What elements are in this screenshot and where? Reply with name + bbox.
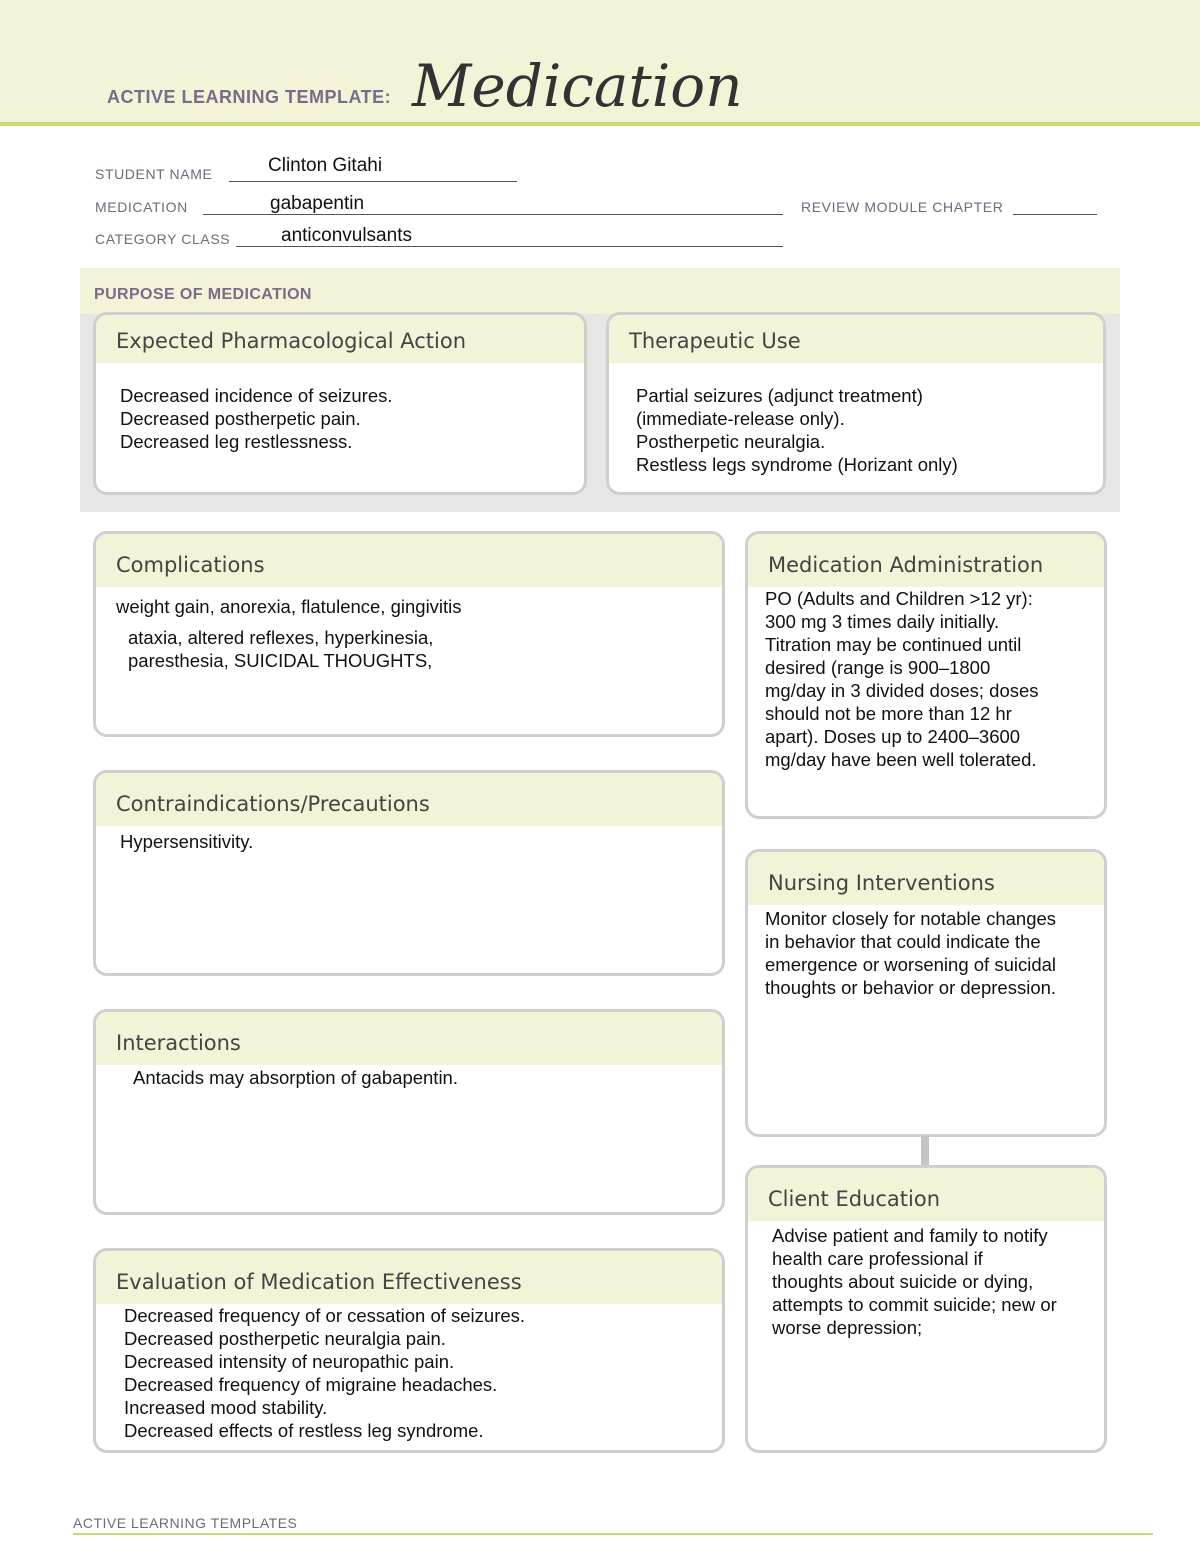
therapeutic-use-line: (immediate-release only). [636,408,845,429]
therapeutic-use-line: Partial seizures (adjunct treatment) [636,385,923,406]
medication-label: MEDICATION [95,199,188,215]
student-name-field[interactable]: Clinton Gitahi [268,155,383,176]
evaluation-line: Decreased effects of restless leg syndrome. [124,1420,484,1441]
evaluation-line: Decreased frequency of or cessation of seizures. [124,1305,526,1326]
contraindications-title: Contraindications/Precautions [96,773,722,826]
administration-line: desired (range is 900–1800 [765,657,991,678]
therapeutic-use-line: Postherpetic neuralgia. [636,431,826,452]
contraindications-line: Hypersensitivity. [120,831,254,852]
nursing-line: in behavior that could indicate the [765,931,1041,952]
therapeutic-use-line: Restless legs syndrome (Horizant only) [636,454,958,475]
complications-line: paresthesia, SUICIDAL THOUGHTS, [128,650,433,671]
page-title: Medication [412,52,743,120]
header-rule [0,122,1200,126]
administration-line: mg/day have been well tolerated. [765,749,1037,770]
education-title: Client Education [748,1168,1104,1221]
student-name-line [229,181,517,182]
nursing-box [745,849,1107,1137]
interactions-box [93,1009,725,1215]
education-line: attempts to commit suicide; new or [772,1294,1057,1315]
evaluation-title: Evaluation of Medication Effectiveness [96,1251,722,1304]
evaluation-body[interactable] [96,1304,722,1442]
evaluation-box [93,1248,725,1453]
expected-action-box [93,312,587,495]
therapeutic-use-box [606,312,1106,495]
contraindications-body[interactable] [96,826,722,853]
administration-line: 300 mg 3 times daily initially. [765,611,1000,632]
expected-action-line: Decreased leg restlessness. [120,431,353,452]
expected-action-line: Decreased postherpetic pain. [120,408,361,429]
nursing-line: Monitor closely for notable changes [765,908,1057,929]
administration-line: mg/day in 3 divided doses; doses [765,680,1039,701]
expected-action-line: Decreased incidence of seizures. [120,385,393,406]
evaluation-line: Decreased postherpetic neuralgia pain. [124,1328,446,1349]
evaluation-line: Decreased frequency of migraine headaches. [124,1374,498,1395]
administration-box [745,531,1107,819]
interactions-line: Antacids may absorption of gabapentin. [133,1067,458,1088]
interactions-body[interactable] [96,1065,722,1089]
review-module-field[interactable] [1013,214,1097,215]
education-line: worse depression; [772,1317,923,1338]
connector-bar [921,1136,929,1166]
administration-body[interactable] [748,587,1104,771]
footer-label: ACTIVE LEARNING TEMPLATES [73,1515,298,1531]
medication-field[interactable]: gabapentin [270,193,365,214]
expected-action-body[interactable] [96,363,584,453]
nursing-line: thoughts or behavior or depression. [765,977,1057,998]
complications-box [93,531,725,737]
interactions-title: Interactions [96,1012,722,1065]
administration-line: apart). Doses up to 2400–3600 [765,726,1021,747]
complications-title: Complications [96,534,722,587]
administration-title: Medication Administration [748,534,1104,587]
nursing-body[interactable] [748,905,1104,999]
expected-action-title: Expected Pharmacological Action [96,315,584,363]
complications-line: weight gain, anorexia, flatulence, gingivitis [116,596,462,617]
student-name-label: STUDENT NAME [95,166,213,182]
education-box [745,1165,1107,1453]
nursing-title: Nursing Interventions [748,852,1104,905]
administration-line: Titration may be continued until [765,634,1022,655]
education-line: Advise patient and family to notify [772,1225,1048,1246]
contraindications-box [93,770,725,976]
therapeutic-use-title: Therapeutic Use [609,315,1103,363]
footer-rule [73,1533,1153,1535]
nursing-line: emergence or worsening of suicidal [765,954,1057,975]
purpose-label: PURPOSE OF MEDICATION [94,286,312,303]
complications-body[interactable] [96,587,722,672]
category-class-label: CATEGORY CLASS [95,231,231,247]
evaluation-line: Increased mood stability. [124,1397,328,1418]
administration-line: should not be more than 12 hr [765,703,1012,724]
administration-line: PO (Adults and Children >12 yr): [765,588,1033,609]
template-label: ACTIVE LEARNING TEMPLATE: [107,87,392,107]
review-module-label: REVIEW MODULE CHAPTER [801,199,1004,215]
category-class-field[interactable]: anticonvulsants [281,225,412,246]
evaluation-line: Decreased intensity of neuropathic pain. [124,1351,455,1372]
education-line: health care professional if [772,1248,983,1269]
complications-line: ataxia, altered reflexes, hyperkinesia, [128,627,434,648]
education-body[interactable] [748,1221,1104,1339]
education-line: thoughts about suicide or dying, [772,1271,1034,1292]
therapeutic-use-body[interactable] [609,363,1103,476]
